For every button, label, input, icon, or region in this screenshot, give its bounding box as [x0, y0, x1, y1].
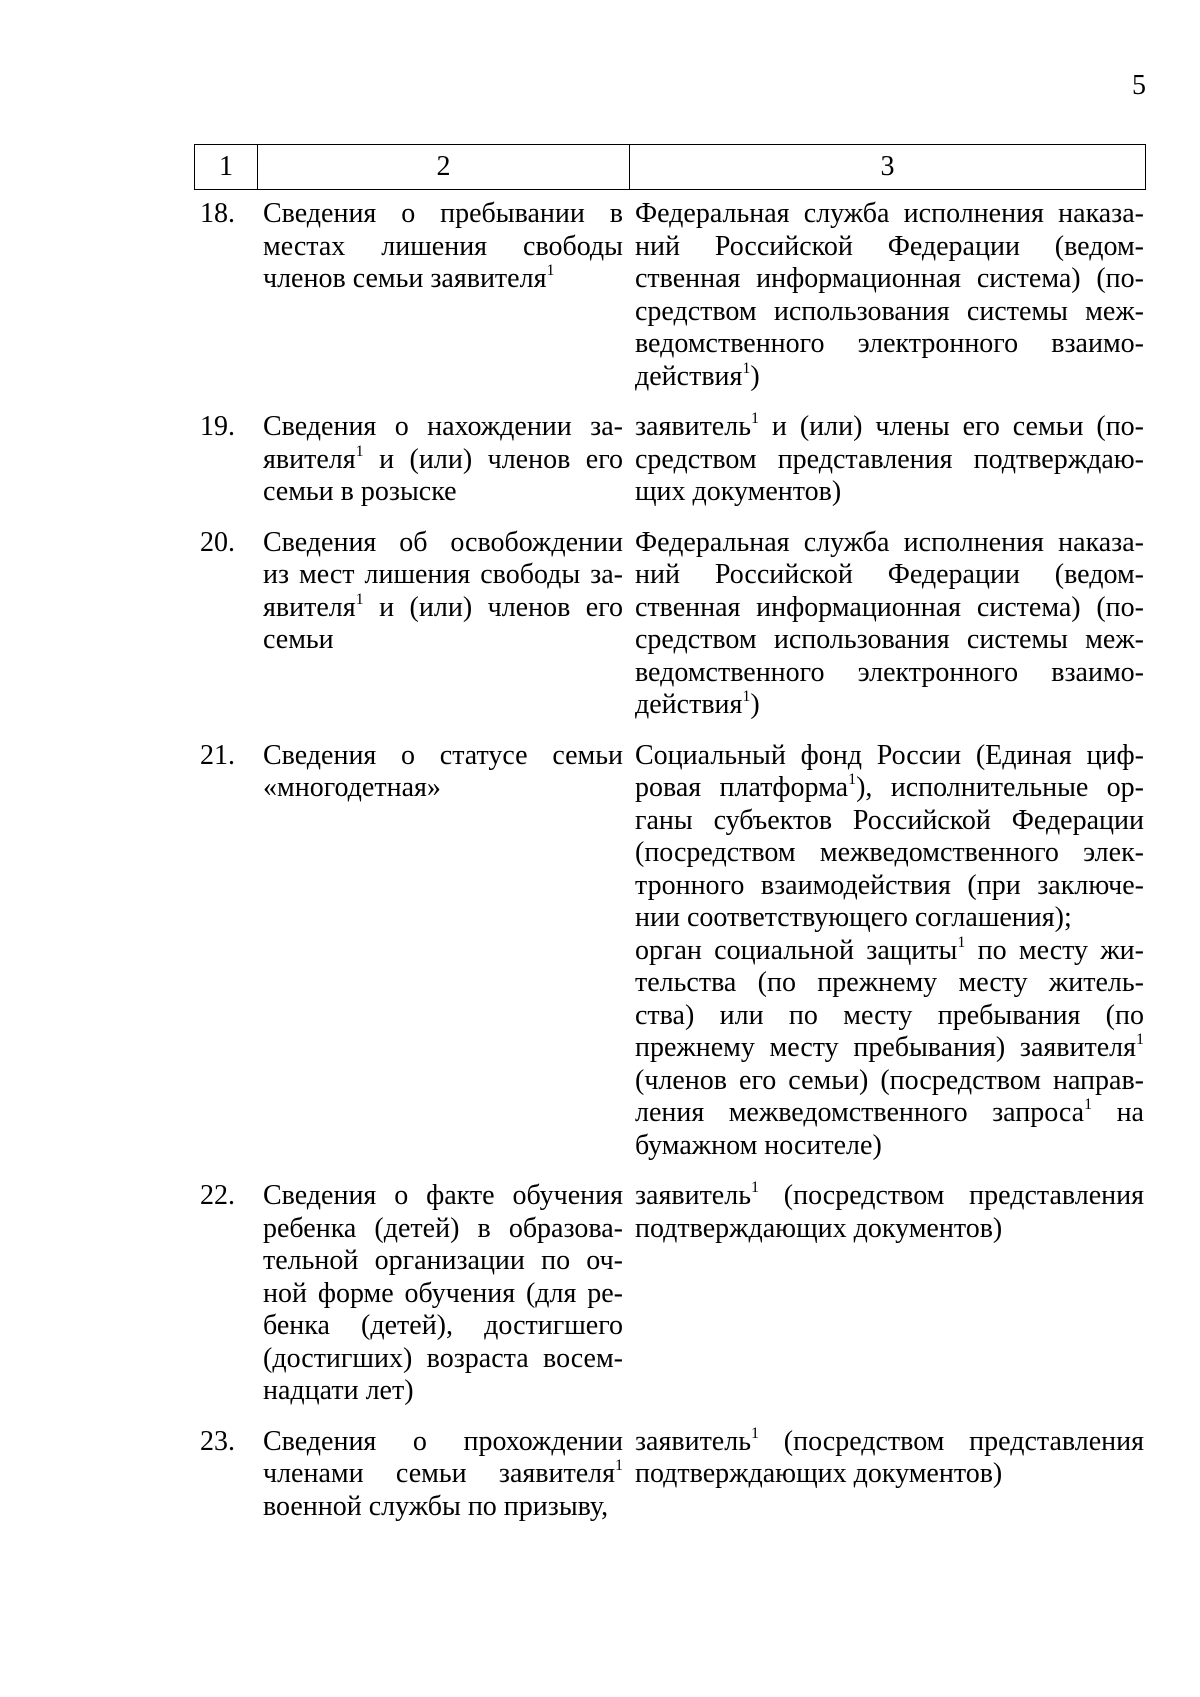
footnote-mark: 1 [848, 771, 857, 788]
info-source: заявитель$^1$ (посредством представления подтверждающих документов) [635, 1179, 1144, 1244]
info-source: Федеральная служба исполнения наказа- ний Российской Федерации (ведом- ственная информационная система) (по- средством использования системы меж- ведомственного электронного взаимо- действия$^1$) [635, 526, 1144, 720]
info-description: Сведения о факте обучения ребенка (детей) в образова- тельной организации по оч- ной форме обучения (для ре- бенка (детей), достигшего (достигших) возраста восем- надцати лет) [263, 1180, 623, 1406]
header-col-2: 2 [258, 145, 630, 189]
footnote-mark: 1 [355, 590, 364, 608]
table-row [194, 411, 1146, 509]
info-source: Федеральная служба исполнения наказа- ний Российской Федерации (ведом- ственная информационная система) (по- средством использования системы меж- ведомственного электронного взаимо- действия$^1$) [635, 198, 1144, 392]
table-row [194, 527, 1146, 722]
table-row [194, 740, 1146, 1163]
footnote-mark: 1 [615, 1457, 623, 1474]
table-body [194, 198, 1146, 1541]
info-source: заявитель$^1$ (посредством представления подтверждающих документов) [635, 1424, 1144, 1489]
footnote-mark: 1 [750, 1179, 759, 1196]
footnote-mark: 1 [546, 262, 555, 279]
table-header [194, 144, 1146, 190]
footnote-mark: 1 [355, 442, 364, 460]
footnote-mark: 1 [1136, 1031, 1144, 1048]
table-row [194, 1426, 1146, 1524]
info-description: Сведения о нахождении за- явителя$^1$ и (или) членов его семьи в розыске [263, 411, 623, 507]
info-source: заявитель$^1$ и (или) члены его семьи (по- средством представления подтверждаю- щих документов) [635, 410, 1144, 507]
row-number: 21. [200, 739, 235, 771]
header-col-3: 3 [880, 151, 895, 182]
row-number: 18. [200, 198, 235, 229]
footnote-mark: 1 [750, 1424, 759, 1442]
footnote-mark: 1 [742, 688, 751, 705]
table-row [194, 1180, 1146, 1408]
row-number: 22. [200, 1180, 235, 1211]
footnote-mark: 1 [957, 933, 966, 951]
row-number: 20. [200, 526, 235, 558]
row-number: 23. [200, 1425, 235, 1457]
row-number: 19. [200, 411, 235, 442]
footnote-mark: 1 [742, 359, 751, 377]
info-description: Сведения об освобождении из мест лишения свободы за- явителя$^1$ и (или) членов его семьи [263, 526, 623, 655]
header-col-1: 1 [195, 145, 258, 189]
footnote-mark: 1 [750, 410, 759, 427]
info-description: Сведения о пребывании в местах лишения свободы членов семьи заявителя$^1$ [263, 198, 623, 294]
page-number: 5 [1132, 70, 1146, 101]
info-description: Сведения о прохождении членами семьи заявителя$^1$ военной службы по призыву, [263, 1425, 623, 1522]
table-row [194, 198, 1146, 393]
info-description: Сведения о статусе семьи «многодетная» [263, 739, 623, 803]
footnote-mark: 1 [1084, 1096, 1093, 1113]
info-source: Социальный фонд России (Единая циф- ровая платформа$^1$), исполнительные ор- ганы субъектов Российской Федерации (посредством межведомственного элек- тронного взаимодействия (при заключе- нии соответствующего соглашения); орган социальной защиты$^1$ по месту жи- тельства (по прежнему месту житель- ства) или по месту пребывания (по прежнему месту пребывания) заявителя$^1$ (членов его семьи) (посредством направ- ления межведомственного запроса$^1$ на бумажном носителе) [635, 739, 1145, 1161]
